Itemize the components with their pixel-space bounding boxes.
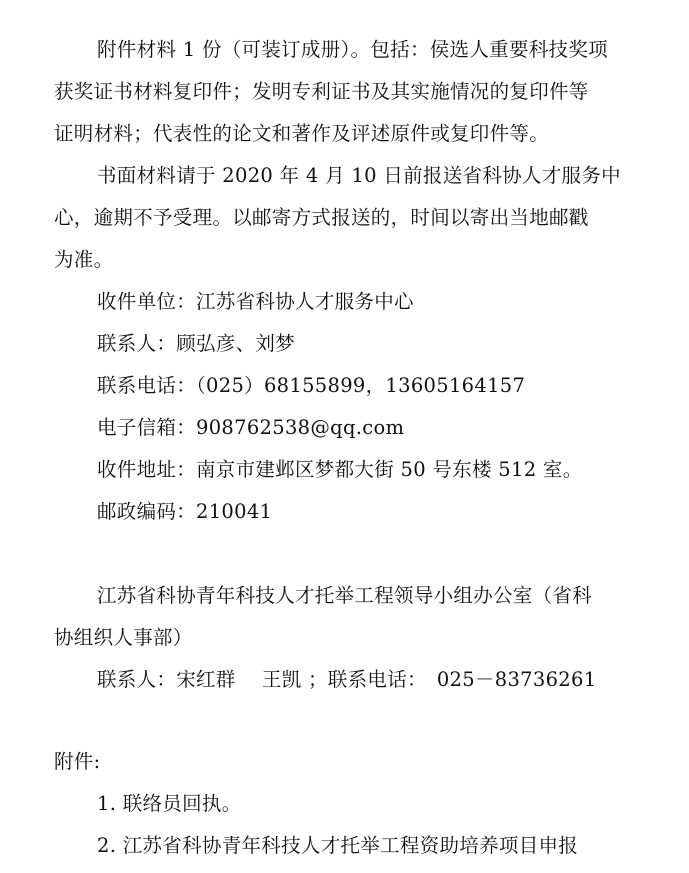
deadline-paragraph-line-1: 书面材料请于 2020 年 4 月 10 日前报送省科协人才服务中 (97, 164, 621, 187)
office-signature-line-1: 江苏省科协青年科技人才托举工程领导小组办公室（省科 (97, 584, 593, 607)
phone-line: 联系电话：（025）68155899，13605164157 (97, 374, 526, 397)
email-line: 电子信箱：908762538@qq.com (97, 416, 405, 439)
address-line: 收件地址：南京市建邺区梦都大街 50 号东楼 512 室。 (97, 458, 583, 481)
attachment-paragraph-line-3: 证明材料；代表性的论文和著作及评述原件或复印件等。 (54, 122, 550, 145)
attachment-item-2: 2. 江苏省科协青年科技人才托举工程资助培养项目申报 (97, 834, 579, 857)
attachment-item-1: 1. 联络员回执。 (97, 792, 242, 815)
attachment-paragraph-line-2: 获奖证书材料复印件；发明专利证书及其实施情况的复印件等 (54, 80, 589, 103)
deadline-paragraph-line-3: 为准。 (54, 248, 114, 271)
recipient-line: 收件单位：江苏省科协人才服务中心 (97, 290, 414, 313)
office-contact-line: 联系人：宋红群 王凯 ；联系电话： 025－83736261 (97, 668, 597, 691)
deadline-paragraph-line-2: 心，逾期不予受理。以邮寄方式报送的，时间以寄出当地邮戳 (54, 206, 589, 229)
contacts-line: 联系人：顾弘彦、刘梦 (97, 332, 296, 355)
attachments-heading: 附件: (54, 750, 101, 773)
postcode-line: 邮政编码：210041 (97, 500, 273, 523)
office-signature-line-2: 协组织人事部） (54, 626, 193, 649)
attachment-paragraph-line-1: 附件材料 1 份（可装订成册）。包括：侯选人重要科技奖项 (97, 38, 608, 61)
